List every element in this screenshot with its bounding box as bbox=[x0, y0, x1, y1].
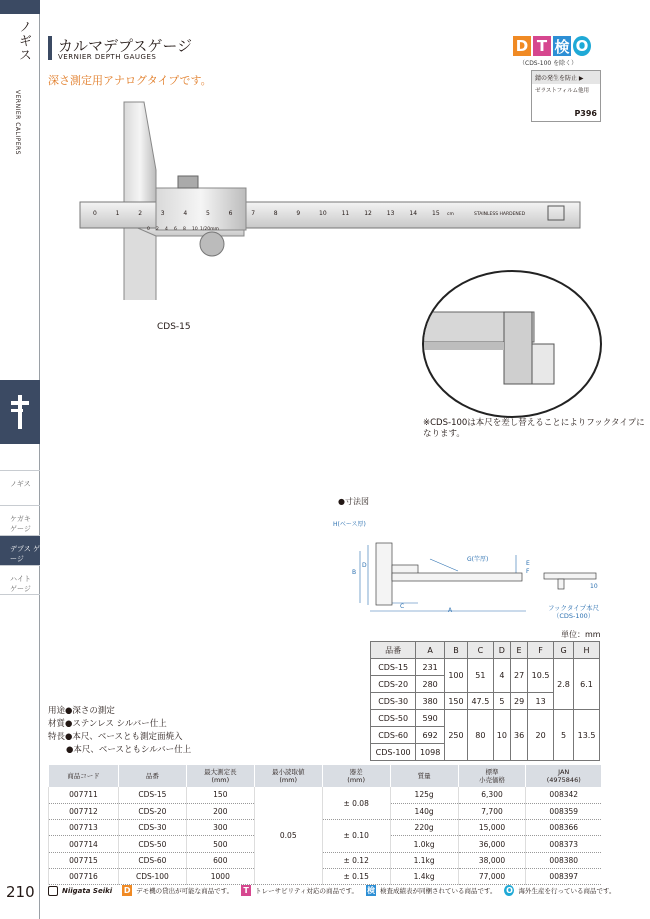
scale-number: 5 bbox=[206, 210, 210, 217]
scale-number: 0 bbox=[93, 210, 97, 217]
scale-unit: cm bbox=[447, 212, 454, 217]
badge-note: （CDS-100 を除く） bbox=[519, 60, 578, 67]
catalog-header-row: 商品コード 品番 最大測定長 (mm) 最小読取値 (mm) 器差 (mm) 質量 標準 小売価格 JAN (4975846) bbox=[49, 765, 602, 787]
vernier-text: 1/20mm bbox=[200, 227, 219, 232]
scale-number: 1 bbox=[115, 210, 120, 217]
inspection-badge: 検 bbox=[554, 37, 570, 56]
table-row: CDS-15 231 100 51 4 27 10.5 2.8 6.1 bbox=[371, 659, 600, 676]
scale-number: 7 bbox=[251, 210, 256, 217]
table-row[interactable]: 007712 CDS-20 200 140g 7,700 008359 bbox=[49, 803, 602, 819]
title-accent bbox=[48, 36, 52, 60]
brand-name: Niigata Seiki bbox=[62, 886, 113, 895]
traceability-legend-icon: T bbox=[241, 885, 251, 896]
table-row: CDS-30 380 150 47.5 5 29 13 bbox=[371, 693, 600, 710]
table-row: CDS-20 280 bbox=[371, 676, 600, 693]
scale-number: 3 bbox=[160, 210, 165, 217]
table-row[interactable]: 007713 CDS-30 300 ± 0.10 220g 15,000 008366 bbox=[49, 820, 602, 836]
scale-number: 6 bbox=[228, 210, 233, 217]
rust-box-body: ゼラストフィルム他用 bbox=[535, 88, 590, 94]
vernier-number: 4 bbox=[165, 227, 168, 232]
rust-box-heading: 錆の発生を防止 ▶ bbox=[532, 71, 600, 84]
page-subtitle: VERNIER DEPTH GAUGES bbox=[58, 53, 157, 61]
dimension-spec-table bbox=[370, 641, 600, 761]
table-row[interactable]: 007716 CDS-100 1000 ± 0.15 1.4kg 77,000 008397 bbox=[49, 868, 602, 884]
sidebar bbox=[0, 0, 40, 919]
product-features: 用途●深さの測定 材質●ステンレス シルバー仕上 特長●本尺、ベースとも測定面焼入 ●本尺、ベースともシルバー仕上 bbox=[48, 706, 192, 755]
sidebar-category-en: VERNIER CALIPERS bbox=[14, 90, 21, 155]
hook-detail-magnifier bbox=[422, 270, 602, 418]
vernier-number: 8 bbox=[183, 227, 186, 232]
dim-label-e: E bbox=[526, 560, 530, 567]
tagline: 深さ測定用アナログタイプです。 bbox=[48, 74, 212, 87]
demo-badge: D bbox=[513, 36, 531, 56]
hook-type-caption: フックタイプ本尺 （CDS-100） bbox=[548, 604, 600, 620]
scale-number: 13 bbox=[386, 210, 395, 217]
traceability-badge: T bbox=[533, 36, 551, 56]
scale-number: 8 bbox=[273, 210, 278, 217]
hook-note: ※CDS-100は本尺を差し替えることによりフックタイプになります。 bbox=[423, 418, 645, 439]
scale-number: 12 bbox=[364, 210, 372, 217]
scale-number: 11 bbox=[341, 210, 350, 217]
scale-number: 15 bbox=[432, 210, 440, 217]
caliper-icon bbox=[0, 380, 40, 444]
page-number: 210 bbox=[6, 883, 35, 901]
footer-legend bbox=[48, 885, 615, 896]
inspection-legend-icon: 検 bbox=[366, 886, 375, 895]
scale-numbers bbox=[93, 210, 473, 220]
vernier-numbers bbox=[147, 227, 197, 235]
table-row: CDS-100 1098 bbox=[371, 744, 600, 761]
demo-legend: デモ機の貸出が可能な商品です。 bbox=[136, 887, 234, 895]
scale-text: STAINLESS HARDENED bbox=[474, 212, 526, 217]
spec-header-row: 品番 A B C D E F G H bbox=[371, 642, 600, 659]
min-reading-cell: 0.05 bbox=[254, 787, 322, 885]
table-row[interactable]: 007714 CDS-50 500 1.0kg 36,000 008373 bbox=[49, 836, 602, 852]
dim-label-h: H(ベース厚) bbox=[333, 521, 366, 528]
overseas-legend-icon: O bbox=[506, 886, 513, 895]
table-row: CDS-60 692 bbox=[371, 727, 600, 744]
dim-label-g: G(竿厚) bbox=[467, 556, 489, 563]
sidebar-item-marking[interactable]: ケガキ ゲージ bbox=[0, 505, 40, 535]
dim-label-d: D bbox=[362, 562, 367, 569]
overseas-legend: 海外生産を行っている商品です。 bbox=[518, 887, 616, 895]
dim-label-10: 10 bbox=[590, 583, 598, 590]
dim-label-f: F bbox=[526, 568, 530, 575]
unit-label: 単位：mm bbox=[561, 630, 601, 639]
table-row[interactable]: 007715 CDS-60 600 ± 0.12 1.1kg 38,000 008380 bbox=[49, 852, 602, 868]
table-row[interactable]: 007711 CDS-15 150 0.05 ± 0.08 125g 6,300 008342 bbox=[49, 787, 602, 803]
overseas-badge: O bbox=[573, 36, 591, 56]
page-title: カルマデプスゲージ bbox=[58, 37, 193, 55]
scale-number: 9 bbox=[296, 210, 301, 217]
sidebar-item-height[interactable]: ハイト ゲージ bbox=[0, 565, 40, 595]
dimension-heading: ●寸法図 bbox=[338, 497, 369, 506]
sidebar-category: ノギス bbox=[16, 20, 31, 62]
scale-number: 4 bbox=[183, 210, 188, 217]
catalog-table bbox=[48, 765, 601, 885]
scale-number: 10 bbox=[319, 210, 327, 217]
dim-label-b: B bbox=[352, 569, 357, 576]
table-row: CDS-50 590 250 80 10 36 20 5 13.5 bbox=[371, 710, 600, 727]
sidebar-item-calipers[interactable]: ノギス bbox=[0, 470, 40, 505]
hook-detail-image bbox=[424, 272, 602, 418]
demo-legend-icon: D bbox=[123, 886, 131, 895]
vernier-number: 0 bbox=[147, 227, 150, 232]
brand-logo-icon bbox=[48, 886, 58, 896]
traceability-legend: トレーサビリティ対応の商品です。 bbox=[255, 887, 358, 895]
scale-number: 2 bbox=[138, 210, 143, 217]
sidebar-top-bar bbox=[0, 0, 40, 14]
sidebar-item-depth[interactable]: デプス ゲージ bbox=[0, 535, 40, 565]
scale-number: 14 bbox=[409, 210, 418, 217]
feature-badges bbox=[513, 36, 591, 56]
vernier-number: 2 bbox=[156, 227, 159, 232]
inspection-legend: 検査成績表が同梱されている商品です。 bbox=[379, 887, 497, 895]
rust-box-page: P396 bbox=[574, 109, 597, 118]
vernier-number: 6 bbox=[174, 227, 177, 232]
dim-label-a: A bbox=[448, 607, 453, 614]
vernier-number: 10 bbox=[192, 227, 198, 232]
dim-label-c: C bbox=[400, 603, 405, 610]
product-label: CDS-15 bbox=[157, 322, 191, 332]
